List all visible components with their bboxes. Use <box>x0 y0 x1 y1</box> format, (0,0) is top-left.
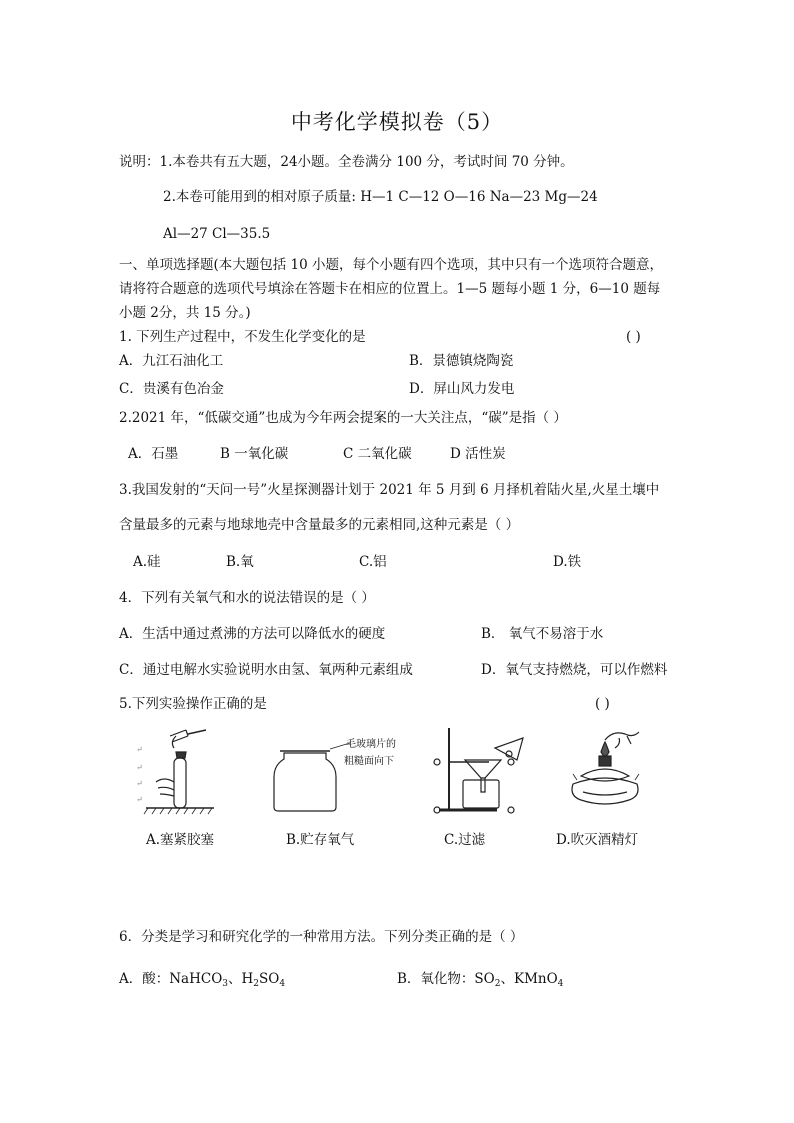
q3-option-d: D.铁 <box>553 554 582 570</box>
q4-option-d: D．氧气支持燃烧，可以作燃料 <box>481 662 668 678</box>
section1-heading-2: 请将符合题意的选项代号填涂在答题卡在相应的位置上。1—5 题每小题 1 分，6—10 题每 <box>119 281 661 297</box>
figure-c-caption: C.过滤 <box>444 832 486 848</box>
q4-option-a: A．生活中通过煮沸的方法可以降低水的硬度 <box>119 626 386 642</box>
q5-stem: 5.下列实验操作正确的是 <box>119 696 267 712</box>
q1-option-d: D．屏山风力发电 <box>409 381 515 397</box>
q1-answer-paren: ( ) <box>626 329 641 345</box>
svg-text:↵: ↵ <box>136 763 143 772</box>
figure-d-caption: D.吹灭酒精灯 <box>556 832 639 848</box>
q4-option-c: C．通过电解水实验说明水由氢、氧两种元素组成 <box>119 662 413 678</box>
q1-option-b: B．景德镇烧陶瓷 <box>409 353 514 369</box>
q6-option-a: A．酸：NaHCO$_3$、$H_2SO_4$ <box>119 971 286 989</box>
svg-text:↵: ↵ <box>136 795 143 804</box>
q2-option-b: B 一氧化碳 <box>220 446 289 462</box>
q2-option-a: A．石墨 <box>128 446 179 462</box>
figure-c-filtration <box>425 722 535 822</box>
q2-option-c: C 二氧化碳 <box>343 446 412 462</box>
q2-stem: 2.2021 年，“低碳交通”也成为今年两会提案的一大关注点，“碳”是指（ ） <box>119 410 567 426</box>
q2-option-d: D 活性炭 <box>450 446 506 462</box>
q6-stem: 6．分类是学习和研究化学的一种常用方法。下列分类正确的是（ ） <box>119 929 524 945</box>
page-title: 中考化学模拟卷（5） <box>290 110 504 134</box>
q6-option-b: B．氧化物：$SO_2$、KMnO$_4$ <box>397 971 564 989</box>
q3-stem-2: 含量最多的元素与地球地壳中含量最多的元素相同,这种元素是（ ） <box>119 517 520 533</box>
q1-stem: 1. 下列生产过程中，不发生化学变化的是 <box>119 329 366 345</box>
figure-b-note-1: 毛玻璃片的 <box>346 739 396 750</box>
q1-option-c: C．贵溪有色冶金 <box>119 381 224 397</box>
q4-option-b: B． 氧气不易溶于水 <box>481 626 604 642</box>
section1-heading-1: 一、单项选择题(本大题包括 10 小题，每个小题有四个选项，其中只有一个选项符合题意， <box>119 257 664 273</box>
instructions-line-1: 说明：1.本卷共有五大题，24小题。全卷满分 100 分，考试时间 70 分钟。 <box>119 154 574 170</box>
q1-option-a: A．九江石油化工 <box>119 353 224 369</box>
q3-option-a: A.硅 <box>133 554 161 570</box>
figure-a-stopper <box>136 722 232 822</box>
figure-a-caption: A.塞紧胶塞 <box>146 832 215 848</box>
figure-d-alcohol-lamp <box>565 728 655 818</box>
q3-stem-1: 3.我国发射的“天问一号”火星探测器计划于 2021 年 5 月到 6 月择机着陆火星,火星土壤中 <box>119 482 660 498</box>
q4-stem: 4．下列有关氧气和水的说法错误的是（ ） <box>119 590 375 606</box>
section1-heading-3: 小题 2分，共 15 分。) <box>119 305 251 321</box>
instructions-line-3: Al—27 Cl—35.5 <box>163 226 271 242</box>
figure-b-caption: B.贮存氧气 <box>286 832 355 848</box>
q3-option-c: C.铝 <box>359 554 387 570</box>
q3-option-b: B.氧 <box>226 554 254 570</box>
instructions-line-2: 2.本卷可能用到的相对原子质量: H—1 C—12 O—16 Na—23 Mg—24 <box>163 189 598 205</box>
figure-b-note-2: 粗糙面向下 <box>344 756 394 767</box>
svg-text:↵: ↵ <box>136 779 143 788</box>
svg-text:↵: ↵ <box>136 745 143 754</box>
q5-answer-paren: ( ) <box>595 696 610 712</box>
